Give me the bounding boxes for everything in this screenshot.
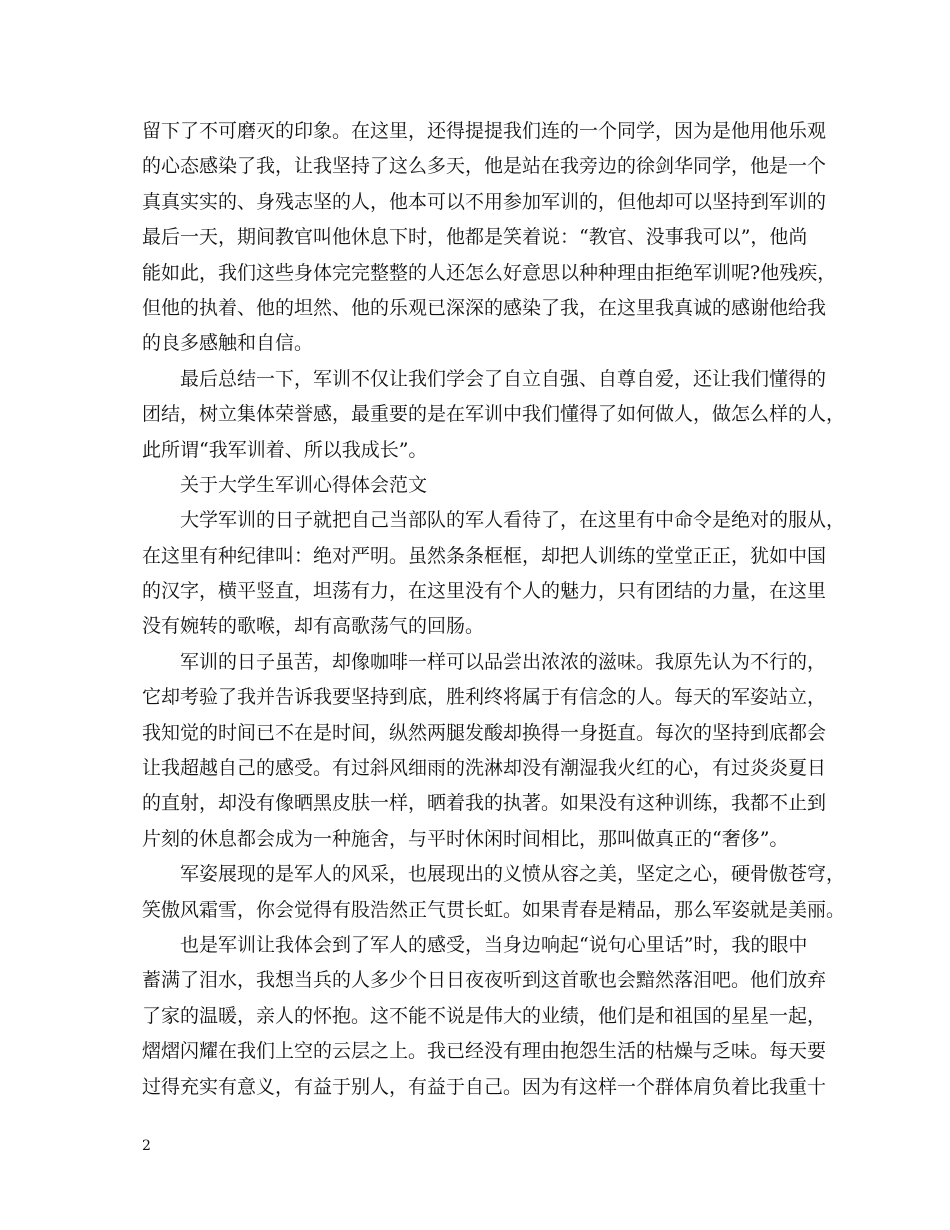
section-title: 关于大学生军训心得体会范文 [180,473,428,496]
text-line: 团结，树立集体荣誉感，最重要的是在军训中我们懂得了如何做人，做怎么样的人， [142,403,846,426]
text-line: 军训的日子虽苦，却像咖啡一样可以品尝出浓浓的滋味。我原先认为不行的， [180,650,827,673]
text-line: 最后一天，期间教官叫他休息下时，他都是笑着说：“教官、没事我可以”，他尚 [142,226,808,249]
text-line: 的汉字，横平竖直，坦荡有力，在这里没有个人的魅力，只有团结的力量，在这里 [142,580,827,603]
page-number: 2 [142,1138,151,1154]
text-line: 笑傲风霜雪，你会觉得有股浩然正气贯长虹。如果青春是精品，那么军姿就是美丽。 [142,898,846,921]
text-line: 大学军训的日子就把自己当部队的军人看待了，在这里有中命令是绝对的服从， [180,509,846,532]
paragraph-4 [142,645,827,857]
text-line: 但他的执着、他的坦然、他的乐观已深深的感染了我，在这里我真诚的感谢他给我 [142,296,827,319]
text-line: 在这里有种纪律叫：绝对严明。虽然条条框框，却把人训练的堂堂正正，犹如中国 [142,544,827,567]
text-line: 军姿展现的是军人的风采，也展现出的义愤从容之美，坚定之心，硬骨傲苍穹， [180,863,846,886]
text-line: 的良多感触和自信。 [142,332,314,355]
section-heading [142,468,812,503]
text-line: 让我超越自己的感受。有过斜风细雨的洗淋却没有潮湿我火红的心，有过炎炎夏日 [142,757,827,780]
paragraph-3 [142,503,846,645]
document-body [142,114,846,1105]
text-line: 熠熠闪耀在我们上空的云层之上。我已经没有理由抱怨生活的枯燥与乏味。每天要 [142,1040,827,1063]
paragraph-5 [142,857,846,928]
text-line: 片刻的休息都会成为一种施舍，与平时休闲时间相比，那叫做真正的“奢侈”。 [142,827,789,850]
text-line: 留下了不可磨灭的印象。在这里，还得提提我们连的一个同学，因为是他用他乐观 [142,120,827,142]
text-line: 蓄满了泪水，我想当兵的人多少个日日夜夜听到这首歌也会黯然落泪吧。他们放弃 [142,969,827,992]
text-line: 也是军训让我体会到了军人的感受，当身边响起“说句心里话”时，我的眼中 [180,933,808,956]
text-line: 它却考验了我并告诉我要坚持到底，胜利终将属于有信念的人。每天的军姿站立， [142,686,827,709]
text-line: 能如此，我们这些身体完完整整的人还怎么好意思以种种理由拒绝军训呢?他残疾， [142,261,837,284]
text-line: 的直射，却没有像晒黑皮肤一样，晒着我的执著。如果没有这种训练，我都不止到 [142,792,827,815]
text-line: 我知觉的时间已不在是时间，纵然两腿发酸却换得一身挺直。每次的坚持到底都会 [142,721,827,744]
paragraph-2 [142,362,846,468]
text-line: 过得充实有意义，有益于别人，有益于自己。因为有这样一个群体肩负着比我重十 [142,1075,827,1098]
text-line: 没有婉转的歌喉，却有高歌荡气的回肠。 [142,615,485,638]
text-line: 最后总结一下，军训不仅让我们学会了自立自强、自尊自爱，还让我们懂得的 [180,367,827,390]
text-line: 了家的温暖，亲人的怀抱。这不能不说是伟大的业绩，他们是和祖国的星星一起， [142,1004,827,1027]
text-line: 真真实实的、身残志坚的人，他本可以不用参加军训的，但他却可以坚持到军训的 [142,190,827,213]
paragraph-1 [142,114,837,362]
text-line: 的心态感染了我，让我坚持了这么多天，他是站在我旁边的徐剑华同学，他是一个 [142,155,827,178]
paragraph-6 [142,928,827,1105]
text-line: 此所谓“我军训着、所以我成长”。 [142,438,428,461]
